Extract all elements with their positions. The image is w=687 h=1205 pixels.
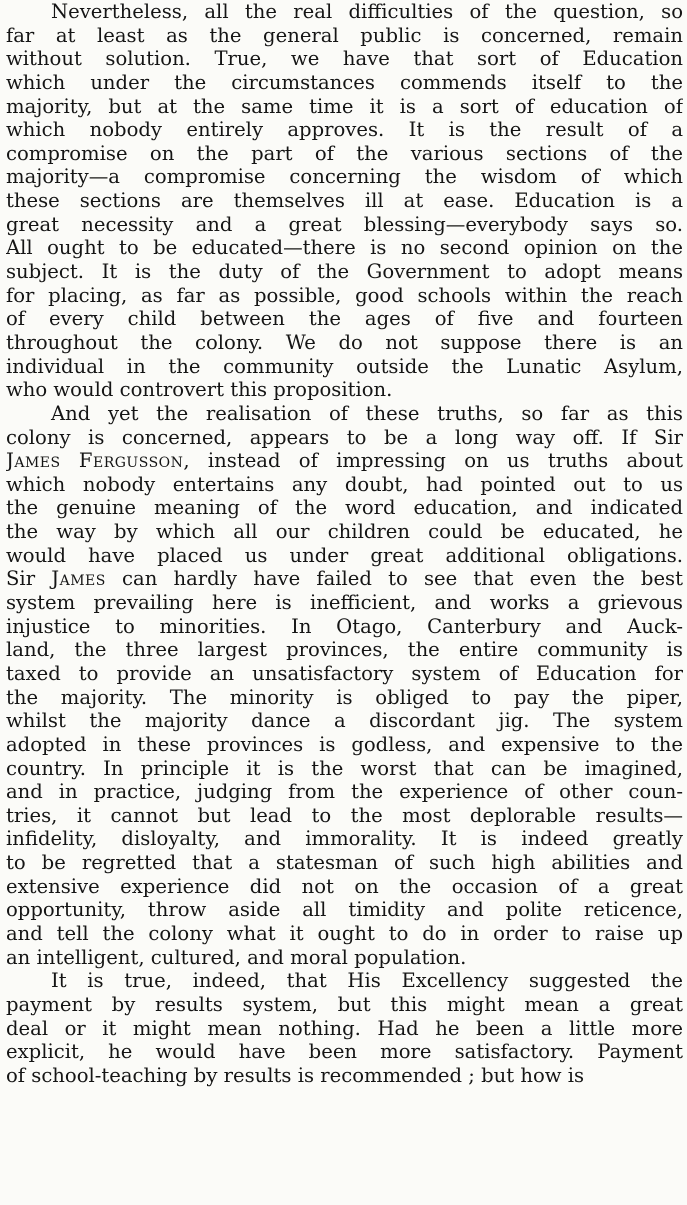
text-line: Sir James can hardly have failed to see that even the best xyxy=(6,567,683,591)
text-line: infidelity, disloyalty, and immorality. It is indeed greatly xyxy=(6,827,683,851)
text-line: tries, it cannot but lead to the most deplorable results— xyxy=(6,803,683,827)
text-line: of school-teaching by results is recommended ; but how is xyxy=(6,1063,585,1087)
small-caps-name: Fergusson xyxy=(78,449,184,473)
text-line: the genuine meaning of the word education, and indicated xyxy=(6,496,683,520)
text-line: colony is concerned, appears to be a long way off. If Sir xyxy=(6,425,683,449)
article-paragraph xyxy=(6,402,683,969)
text-line: an intelligent, cultured, and moral population. xyxy=(6,945,467,969)
text-line: deal or it might mean nothing. Had he been a little more xyxy=(6,1016,683,1040)
text-line: individual in the community outside the Lunatic Asylum, xyxy=(6,354,683,378)
text-line: without solution. True, we have that sort of Education xyxy=(6,47,683,71)
text-line: All ought to be educated—there is no second opinion on the xyxy=(6,236,683,260)
text-line: subject. It is the duty of the Government to adopt means xyxy=(6,260,683,284)
text-line: which under the circumstances commends itself to the xyxy=(6,70,683,94)
text-line: which nobody entirely approves. It is the result of a xyxy=(6,118,683,142)
text-line: land, the three largest provinces, the entire community is xyxy=(6,638,683,662)
text-line: payment by results system, but this might mean a great xyxy=(6,992,683,1016)
text-line: It is true, indeed, that His Excellency suggested the xyxy=(51,969,683,993)
text-line: and tell the colony what it ought to do in order to raise up xyxy=(6,921,683,945)
text-line: adopted in these provinces is godless, and expensive to the xyxy=(6,732,683,756)
article-paragraph xyxy=(6,0,683,402)
text-line: extensive experience did not on the occasion of a great xyxy=(6,874,683,898)
text-line: which nobody entertains any doubt, had pointed out to us xyxy=(6,472,683,496)
small-caps-name: James xyxy=(6,449,61,473)
text-line: injustice to minorities. In Otago, Canterbury and Auck- xyxy=(6,614,683,638)
text-line: and in practice, judging from the experience of other coun- xyxy=(6,780,683,804)
text-line: who would controvert this proposition. xyxy=(6,378,393,402)
text-line: these sections are themselves ill at ease. Education is a xyxy=(6,189,683,213)
text-line: throughout the colony. We do not suppose there is an xyxy=(6,330,683,354)
text-line: taxed to provide an unsatisfactory system of Education for xyxy=(6,661,683,685)
small-caps-name: James xyxy=(51,567,106,591)
text-line: system prevailing here is inefficient, and works a grievous xyxy=(6,591,683,615)
article-paragraph xyxy=(6,969,683,1087)
text-line: the way by which all our children could be educated, he xyxy=(6,520,683,544)
text-line: of every child between the ages of five and fourteen xyxy=(6,307,683,331)
text-line: compromise on the part of the various sections of the xyxy=(6,141,683,165)
text-line: far at least as the general public is concerned, remain xyxy=(6,23,683,47)
text-line: And yet the realisation of these truths, so far as this xyxy=(51,401,683,425)
text-line: majority, but at the same time it is a sort of education of xyxy=(6,94,683,118)
text-line: would have placed us under great additional obligations. xyxy=(6,543,683,567)
text-line: country. In principle it is the worst that can be imagined, xyxy=(6,756,683,780)
text-line: explicit, he would have been more satisfactory. Payment xyxy=(6,1040,683,1064)
text-line: great necessity and a great blessing—everybody says so. xyxy=(6,212,683,236)
text-line: majority—a compromise concerning the wisdom of which xyxy=(6,165,683,189)
text-line: to be regretted that a statesman of such high abilities and xyxy=(6,851,683,875)
text-line: James Fergusson, instead of impressing on us truths about xyxy=(6,449,683,473)
text-line: opportunity, throw aside all timidity and polite reticence, xyxy=(6,898,683,922)
text-line: for placing, as far as possible, good schools within the reach xyxy=(6,283,683,307)
text-line: whilst the majority dance a discordant jig. The system xyxy=(6,709,683,733)
text-line: Nevertheless, all the real difficulties of the question, so xyxy=(51,0,683,23)
text-line: the majority. The minority is obliged to pay the piper, xyxy=(6,685,683,709)
